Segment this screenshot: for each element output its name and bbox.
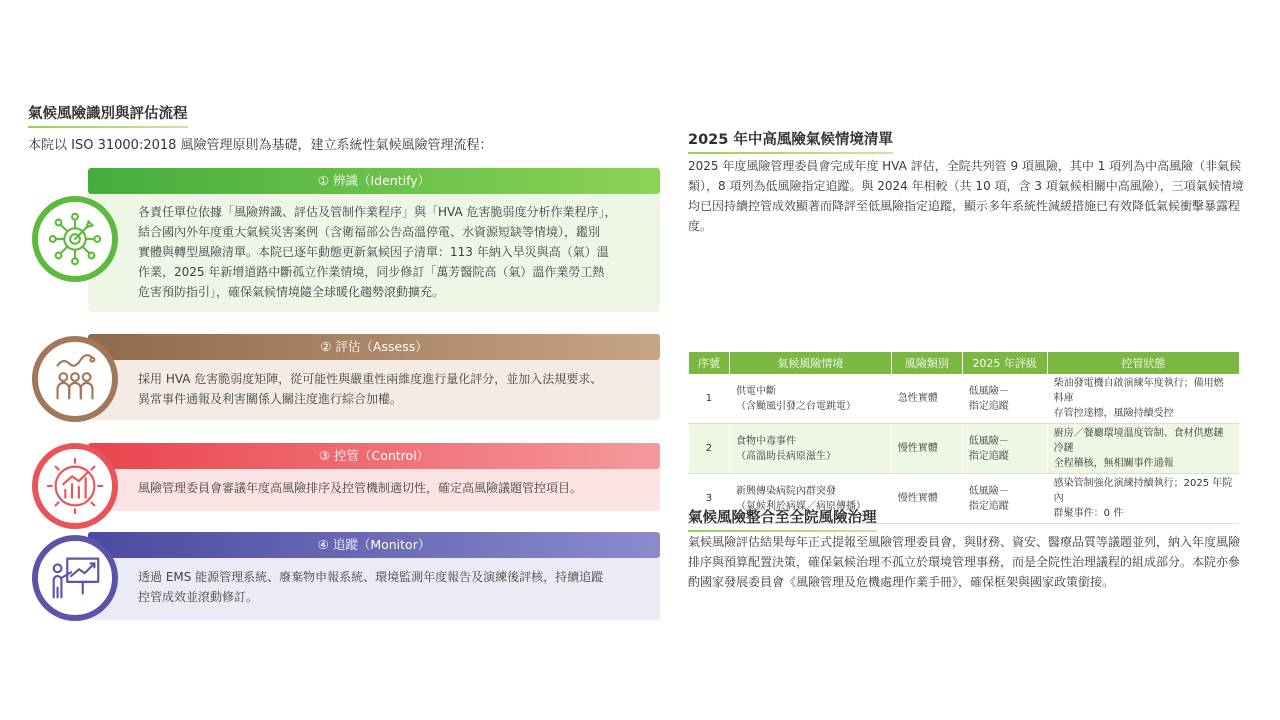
step-monitor [30,532,660,622]
step-monitor-header: ④ 追蹤（Monitor） [88,532,660,558]
section-title-governance: 氣候風險整合至全院風險治理 [688,506,877,532]
cell-line: 低風險－ [968,385,1009,397]
step-identify-line: 危害預防指引」，確保氣候情境隨全球暖化趨勢滾動擴充。 [138,285,445,299]
table-header-row [689,352,1240,374]
cell-line: （高溫助長病原滋生） [735,450,836,462]
table-row [689,374,1240,424]
cell-line: 新興傳染病院內群突發 [735,485,836,497]
step-assess-header: ② 評估（Assess） [88,334,660,360]
step-assess-badge [32,336,118,422]
col-header-category: 風險類別 [891,352,962,374]
step-assess [30,334,660,424]
step-control-body [88,469,660,511]
cell-category: 慢性實體 [891,474,962,524]
col-header-no: 序號 [689,352,730,374]
section-title-scenario-list: 2025 年中高風險氣候情境清單 [688,128,893,154]
cell-line: 存管控達標，風險持續受控 [1053,408,1174,419]
paragraph-line: 酌國家發展委員會《風險管理及危機處理作業手冊》，確保框架與國家政策銜接。 [688,575,1115,589]
gear-chart-icon [44,455,106,517]
step-control-line: 風險管理委員會審議年度高風險排序及控管機制適切性，確定高風險議題管控項目。 [138,481,583,495]
people-analysis-icon [44,348,106,410]
col-header-status: 控管狀態 [1047,352,1239,374]
cell-category: 急性實體 [891,374,962,424]
step-identify-badge [32,196,118,282]
step-assess-line: 採用 HVA 危害脆弱度矩陣，從可能性與嚴重性兩維度進行量化評分，並加入法規要求、 [138,372,603,386]
paragraph-line: 均已因持續控管成效顯著而降評至低風險指定追蹤，顯示多年系統性減緩措施已有效降低氣候衝擊暴露程 [688,199,1241,213]
cell-line: 感染管制強化演練持續執行；2025 年院內 [1053,478,1233,504]
cell-rating [962,424,1047,474]
governance-paragraph [688,532,1258,592]
presentation-icon [44,547,106,609]
risk-scenario-table [688,352,1239,524]
step-assess-line: 異常事件通報及利害關係人關注度進行綜合加權。 [138,392,403,406]
paragraph-line: 2025 年度風險管理委員會完成年度 HVA 評估，全院共列管 9 項風險，其中 1 項列為中高風險（非氣候 [688,159,1242,173]
section-title-process: 氣候風險識別與評估流程 [28,102,188,128]
scenario-list-paragraph [688,156,1258,236]
cell-category: 慢性實體 [891,424,962,474]
cell-line: 低風險－ [968,485,1009,497]
cell-scenario [729,374,891,424]
step-identify-line: 各責任單位依據「風險辨識、評估及管制作業程序」與「HVA 危害脆弱度分析作業程序」， [138,205,617,219]
process-intro: 本院以 ISO 31000:2018 風險管理原則為基礎，建立系統性氣候風險管理流程： [28,138,493,153]
step-identify-line: 作業，2025 年新增道路中斷孤立作業情境，同步修訂「萬芳醫院高（氣）溫作業勞工熱 [138,265,605,279]
cell-line: 群聚事件：0 件 [1053,508,1124,519]
cell-rating [962,474,1047,524]
col-header-rating: 2025 年評級 [962,352,1047,374]
cell-line: 指定追蹤 [968,450,1009,462]
cell-status [1047,374,1239,424]
cell-no: 3 [689,474,730,524]
cell-scenario [729,424,891,474]
cell-line: 指定追蹤 [968,400,1009,412]
cell-line: 廚房／餐廳環境溫度管制、食材供應鏈冷鏈 [1053,428,1224,454]
paragraph-line: 排序與預算配置決策，確保氣候治理不孤立於環境管理事務，而是全院性治理議程的組成部分。本院亦參 [688,555,1241,569]
cell-rating [962,374,1047,424]
step-identify [30,168,660,314]
step-identify-body [88,194,660,312]
cell-no: 2 [689,424,730,474]
step-control [30,443,660,513]
cell-line: 供電中斷 [735,385,776,397]
paragraph-line: 氣候風險評估結果每年正式提報至風險管理委員會，與財務、資安、醫療品質等議題並列，納入年度風險 [688,535,1241,549]
step-assess-body [88,360,660,420]
step-control-header: ③ 控管（Control） [88,443,660,469]
step-control-badge [32,443,118,529]
cell-line: （氣候利於病媒／病原傳播） [735,500,866,512]
step-identify-line: 結合國內外年度重大氣候災害案例（含衛福部公告高溫停電、水資源短缺等情境），鑑別 [138,225,601,239]
paragraph-line: 類），8 項列為低風險指定追蹤。與 2024 年相較（共 10 項，含 3 項氣候相關中高風險），三項氣候情境 [688,179,1244,193]
col-header-scenario: 氣候風險情境 [729,352,891,374]
step-monitor-line: 控管成效並滾動修訂。 [138,590,259,604]
step-monitor-body [88,558,660,620]
target-network-icon [44,208,106,270]
step-identify-line: 實體與轉型風險清單。本院已逐年動態更新氣候因子清單：113 年納入旱災與高（氣）溫 [138,245,609,259]
cell-line: 全程稽核，無相關事件通報 [1053,458,1174,469]
cell-status [1047,424,1239,474]
step-monitor-line: 透過 EMS 能源管理系統、廢棄物申報系統、環境監測年度報告及演練後評核，持續追蹤 [138,570,604,584]
step-monitor-badge [32,535,118,621]
cell-line: 食物中毒事件 [735,435,796,447]
cell-line: 指定追蹤 [968,500,1009,512]
cell-line: 低風險－ [968,435,1009,447]
step-identify-header: ① 辨識（Identify） [88,168,660,194]
cell-line: （含颱風引發之台電跳電） [735,400,856,412]
cell-no: 1 [689,374,730,424]
table-row [689,424,1240,474]
cell-line: 柴油發電機自啟演練年度執行；備用燃料庫 [1053,378,1224,404]
cell-status [1047,474,1239,524]
paragraph-line: 度。 [688,219,713,233]
